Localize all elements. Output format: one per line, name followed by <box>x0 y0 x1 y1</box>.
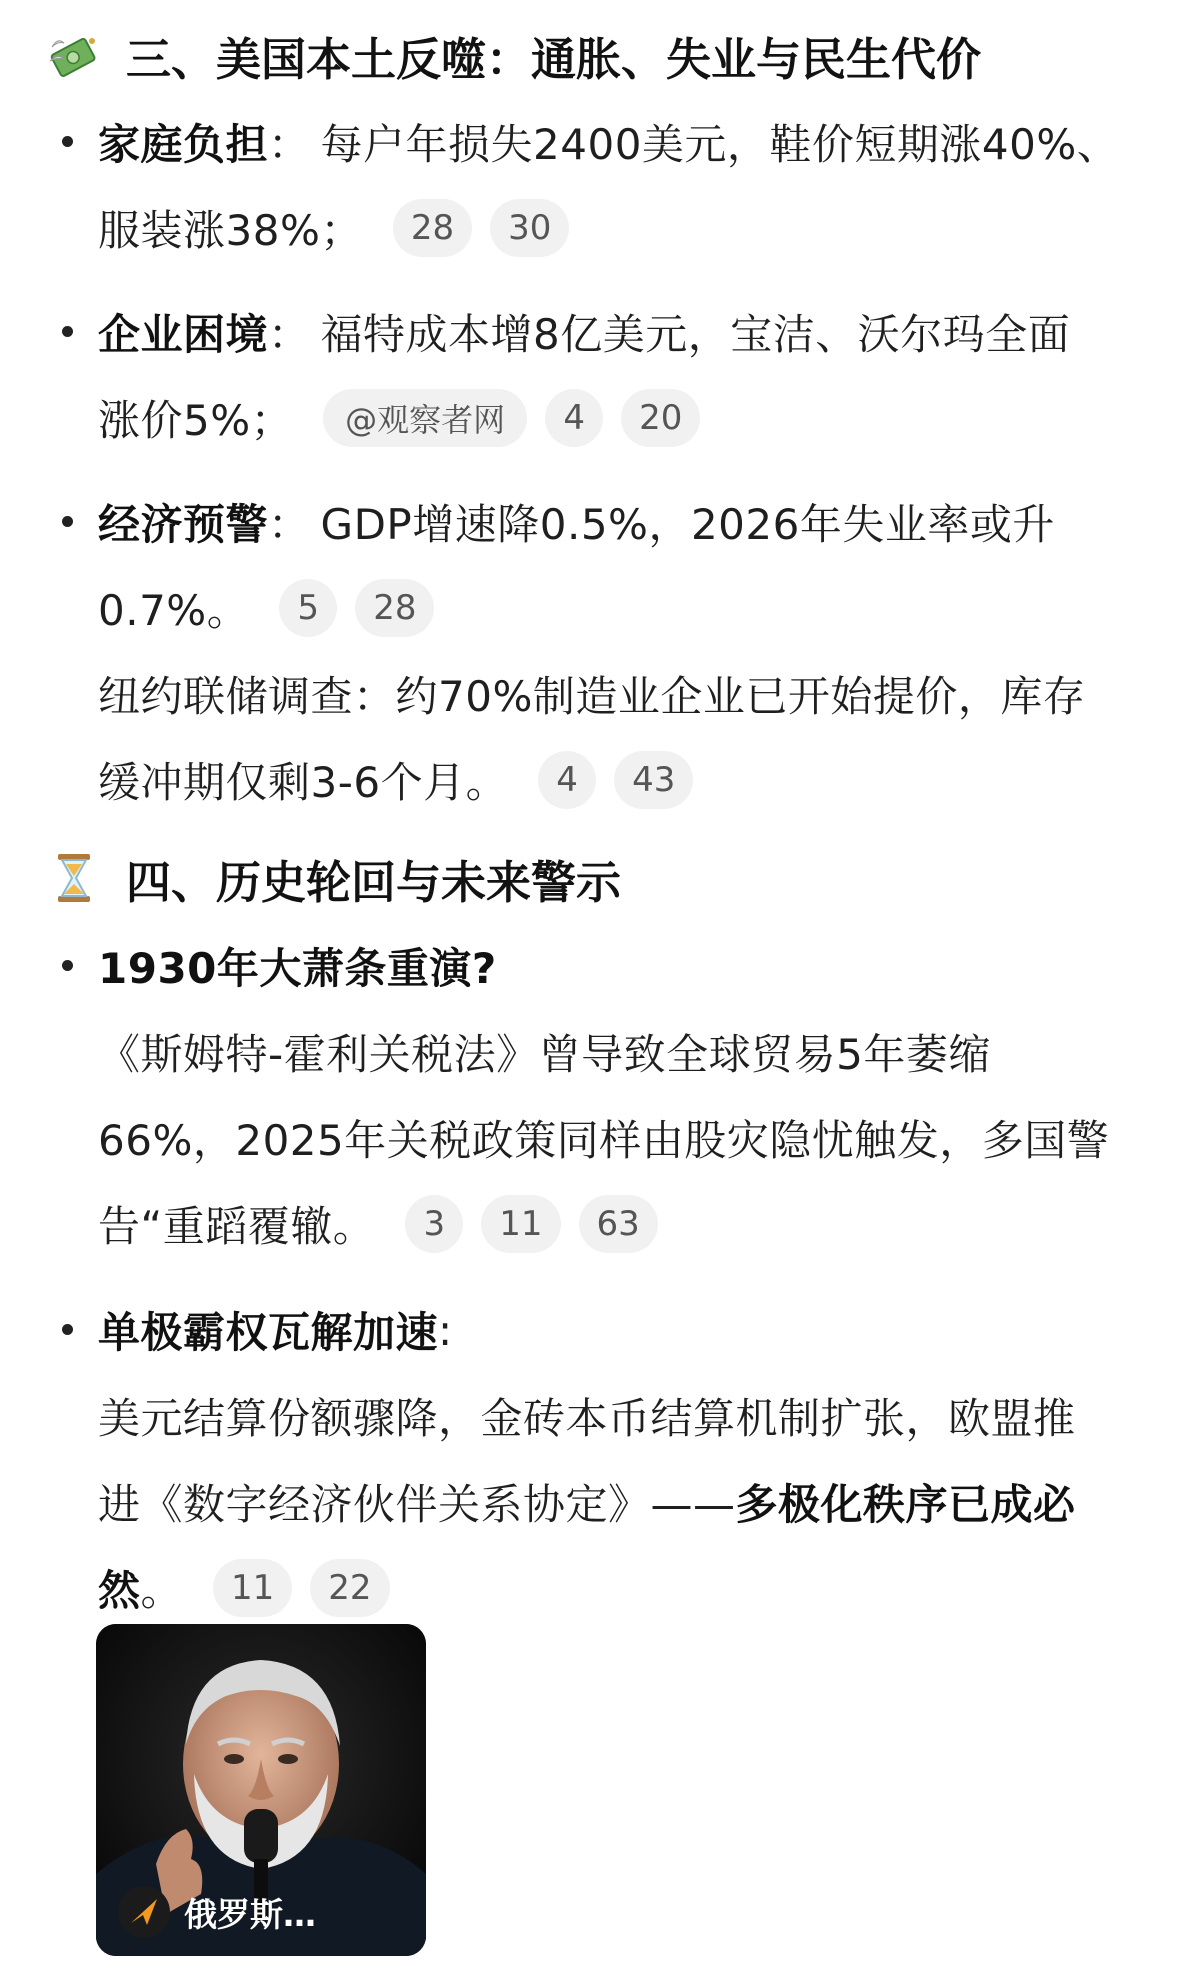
list-item-economy-line2 <box>98 566 434 650</box>
citation-chip[interactable]: 28 <box>393 199 472 257</box>
citation-chip[interactable]: 30 <box>490 199 569 257</box>
label-separator: : <box>438 1305 453 1355</box>
media-card-label <box>118 1886 316 1938</box>
list-item-household-line2 <box>98 186 569 270</box>
citation-chip[interactable]: 4 <box>538 751 596 809</box>
list-item-business-line1 <box>98 290 1070 374</box>
label-separator: ： <box>268 500 311 549</box>
section-title: 四、历史轮回与未来警示 <box>126 855 622 909</box>
citation-chip[interactable]: 5 <box>279 579 337 637</box>
citation-chip[interactable]: 63 <box>579 1195 658 1253</box>
item-emphasis: 多极化秩序已成必 <box>735 1480 1076 1529</box>
money-with-wings-icon <box>46 27 102 83</box>
list-item-business-line2 <box>98 376 700 460</box>
item-text: 服装涨38%； <box>98 206 363 255</box>
item-label: 单极霸权瓦解加速 <box>98 1308 439 1357</box>
hourglass-icon <box>46 850 102 906</box>
item-text: 0.7%。 <box>98 586 250 635</box>
bullet-dot <box>62 960 73 971</box>
list-item-economy-line4 <box>98 738 693 822</box>
citation-chip[interactable]: 3 <box>405 1195 463 1253</box>
item-text: 每户年损失2400美元，鞋价短期涨40%、 <box>320 120 1120 169</box>
citation-chip[interactable]: 43 <box>614 751 693 809</box>
item-text: 缓冲期仅剩3-6个月。 <box>98 758 509 807</box>
section-heading <box>46 22 981 88</box>
bullet-dot <box>62 516 73 527</box>
bullet-dot <box>62 1324 73 1335</box>
sputnik-logo-icon <box>118 1886 170 1938</box>
item-text: 涨价5%； <box>98 396 294 445</box>
item-text: GDP增速降0.5%，2026年失业率或升 <box>320 500 1055 549</box>
item-text: 美元结算份额骤降，金砖本币结算机制扩张，欧盟推 <box>98 1394 1076 1443</box>
list-item-household-line1 <box>98 100 1119 184</box>
list-item-hegemony-line1 <box>98 1374 1076 1458</box>
citation-chip[interactable]: 11 <box>213 1559 292 1617</box>
bullet-dot <box>62 136 73 147</box>
citation-chip[interactable]: 28 <box>355 579 434 637</box>
citation-chip[interactable]: 11 <box>481 1195 560 1253</box>
item-label: 家庭负担 <box>98 120 269 169</box>
item-text: 66%，2025年关税政策同样由股灾隐忧触发，多国警 <box>98 1116 1110 1165</box>
list-item-hegemony-line2 <box>98 1460 1076 1544</box>
item-text: 。 <box>140 1566 184 1615</box>
item-emphasis: 然 <box>98 1566 141 1615</box>
list-item-depression-title <box>98 924 497 1008</box>
bullet-dot <box>62 326 73 337</box>
citation-chip[interactable]: 22 <box>310 1559 389 1617</box>
source-chip-guanchazhe[interactable]: @观察者网 <box>323 389 527 447</box>
media-card-caption: 俄罗斯… <box>184 1894 316 1934</box>
list-item-hegemony-title <box>98 1288 453 1372</box>
media-card[interactable] <box>96 1624 426 1956</box>
list-item-economy-line3 <box>98 652 1085 736</box>
section-heading <box>46 845 621 911</box>
citation-chip[interactable]: 20 <box>621 389 700 447</box>
item-label: 1930年大萧条重演? <box>98 944 497 993</box>
item-label: 企业困境 <box>98 310 269 359</box>
item-text: 进《数字经济伙伴关系协定》—— <box>98 1480 736 1529</box>
label-separator: ： <box>268 310 311 359</box>
section-title: 三、美国本土反噬：通胀、失业与民生代价 <box>126 32 982 86</box>
list-item-hegemony-line3 <box>98 1546 390 1630</box>
item-text: 《斯姆特-霍利关税法》曾导致全球贸易5年萎缩 <box>98 1030 991 1079</box>
citation-chip[interactable]: 4 <box>545 389 603 447</box>
list-item-economy-line1 <box>98 480 1055 564</box>
item-text: 福特成本增8亿美元，宝洁、沃尔玛全面 <box>320 310 1071 359</box>
item-text: 纽约联储调查：约70%制造业企业已开始提价，库存 <box>98 672 1086 721</box>
item-label: 经济预警 <box>98 500 269 549</box>
list-item-depression-line1 <box>98 1010 991 1094</box>
item-text: 告“重蹈覆辙。 <box>98 1202 376 1251</box>
list-item-depression-line3 <box>98 1182 658 1266</box>
list-item-depression-line2 <box>98 1096 1109 1180</box>
label-separator: ： <box>268 120 311 169</box>
